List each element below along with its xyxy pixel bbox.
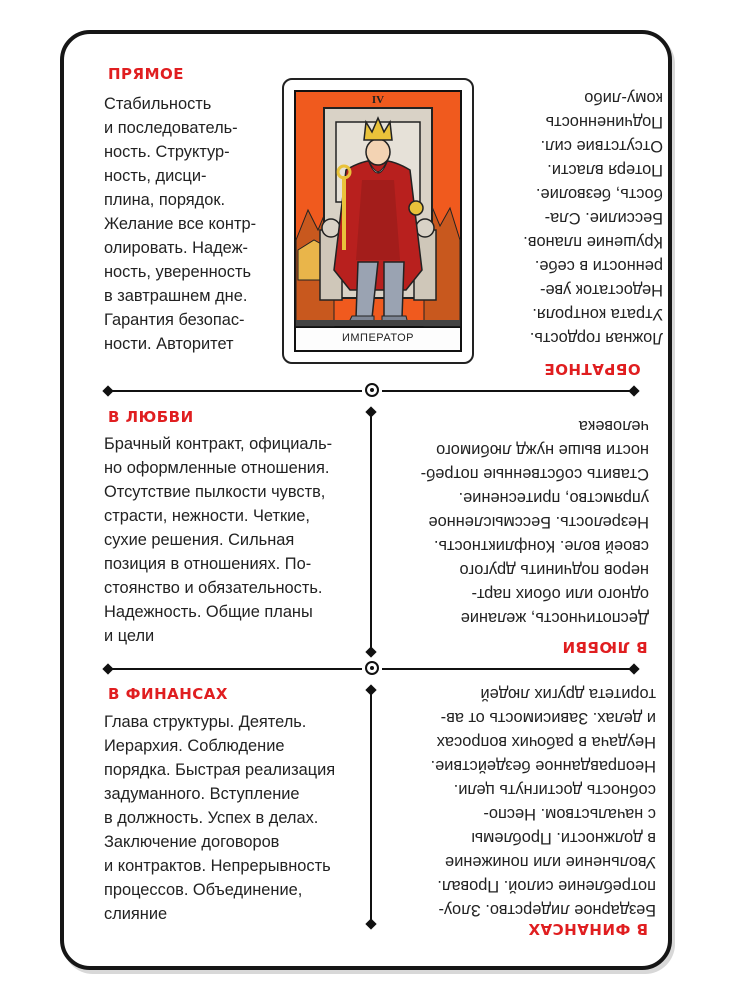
finance-upright-heading: В ФИНАНСАХ xyxy=(108,685,228,703)
divider-line xyxy=(382,668,634,670)
finance-upright-text: Глава структуры. Деятель. Иерархия. Соблюдение порядка. Быстрая реализация задуманного. Вступление в должность. Успех в делах. Заключение договоров и контрактов. Непрерывность процессов. Объединение, слияние xyxy=(104,713,336,923)
reversed-text: Ложная гордость. Утрата контроля. Недостаток уве- ренности в себе. Крушение планов. Бессилие. Сла- бость, безволие. Потеря власти. Отсутствие сил. Подчиненность кому-либо xyxy=(523,89,663,347)
divider-line xyxy=(370,414,372,652)
card-numeral: IV xyxy=(371,94,385,106)
love-reversed-heading: В ЛЮБВИ xyxy=(562,638,648,656)
divider-line xyxy=(382,390,634,392)
divider-ornament xyxy=(628,663,639,674)
divider-line xyxy=(110,668,362,670)
divider-line xyxy=(370,692,372,924)
card xyxy=(60,30,672,970)
upright-text: Стабильность и последователь- ность. Структур- ность, дисци- плина, порядок. Желание все контр- олировать. Надеж- ность, уверенность в завтрашнем дне. Гарантия безопас- ности. Авторитет xyxy=(104,95,257,353)
finance-reversed-text: Бездарное лидерство. Злоу- потребление силой. Провал. Увольнение или понижение в должности. Проблемы с начальством. Неспо- собность достигнуть цели. Неоправданное бездействие. Неудача в рабочих вопросах и делах. Зависимость от ав- торитета других людей xyxy=(430,685,656,919)
divider-node xyxy=(365,661,379,675)
divider-ornament xyxy=(628,385,639,396)
love-upright-heading: В ЛЮБВИ xyxy=(108,408,194,426)
card-title: ИМПЕРАТОР xyxy=(341,332,414,344)
upright-heading: ПРЯМОЕ xyxy=(108,65,185,83)
divider-ornament xyxy=(365,646,376,657)
love-reversed-text: Деспотичность, желание одного или обоих парт- неров подчинить другого своей воле. Конфликтность. Незрелость. Бессмысленное упрямство, притеснение. Ставить собственные потреб- ности выше нужд любимого человека xyxy=(420,417,649,627)
love-upright-text: Брачный контракт, официаль- но оформленные отношения. Отсутствие пылкости чувств, страсти, нежности. Четкие, сухие решения. Сильная позиция в отношениях. По- стоянство и обязательность. Надежность. Общие планы и цели xyxy=(104,435,333,645)
divider-line xyxy=(110,390,362,392)
divider-ornament xyxy=(365,918,376,929)
tarot-card-image xyxy=(282,78,474,364)
reversed-heading: ОБРАТНОЕ xyxy=(544,360,641,378)
divider-node xyxy=(365,383,379,397)
emperor-illustration xyxy=(284,80,472,362)
finance-reversed-heading: В ФИНАНСАХ xyxy=(528,920,648,938)
